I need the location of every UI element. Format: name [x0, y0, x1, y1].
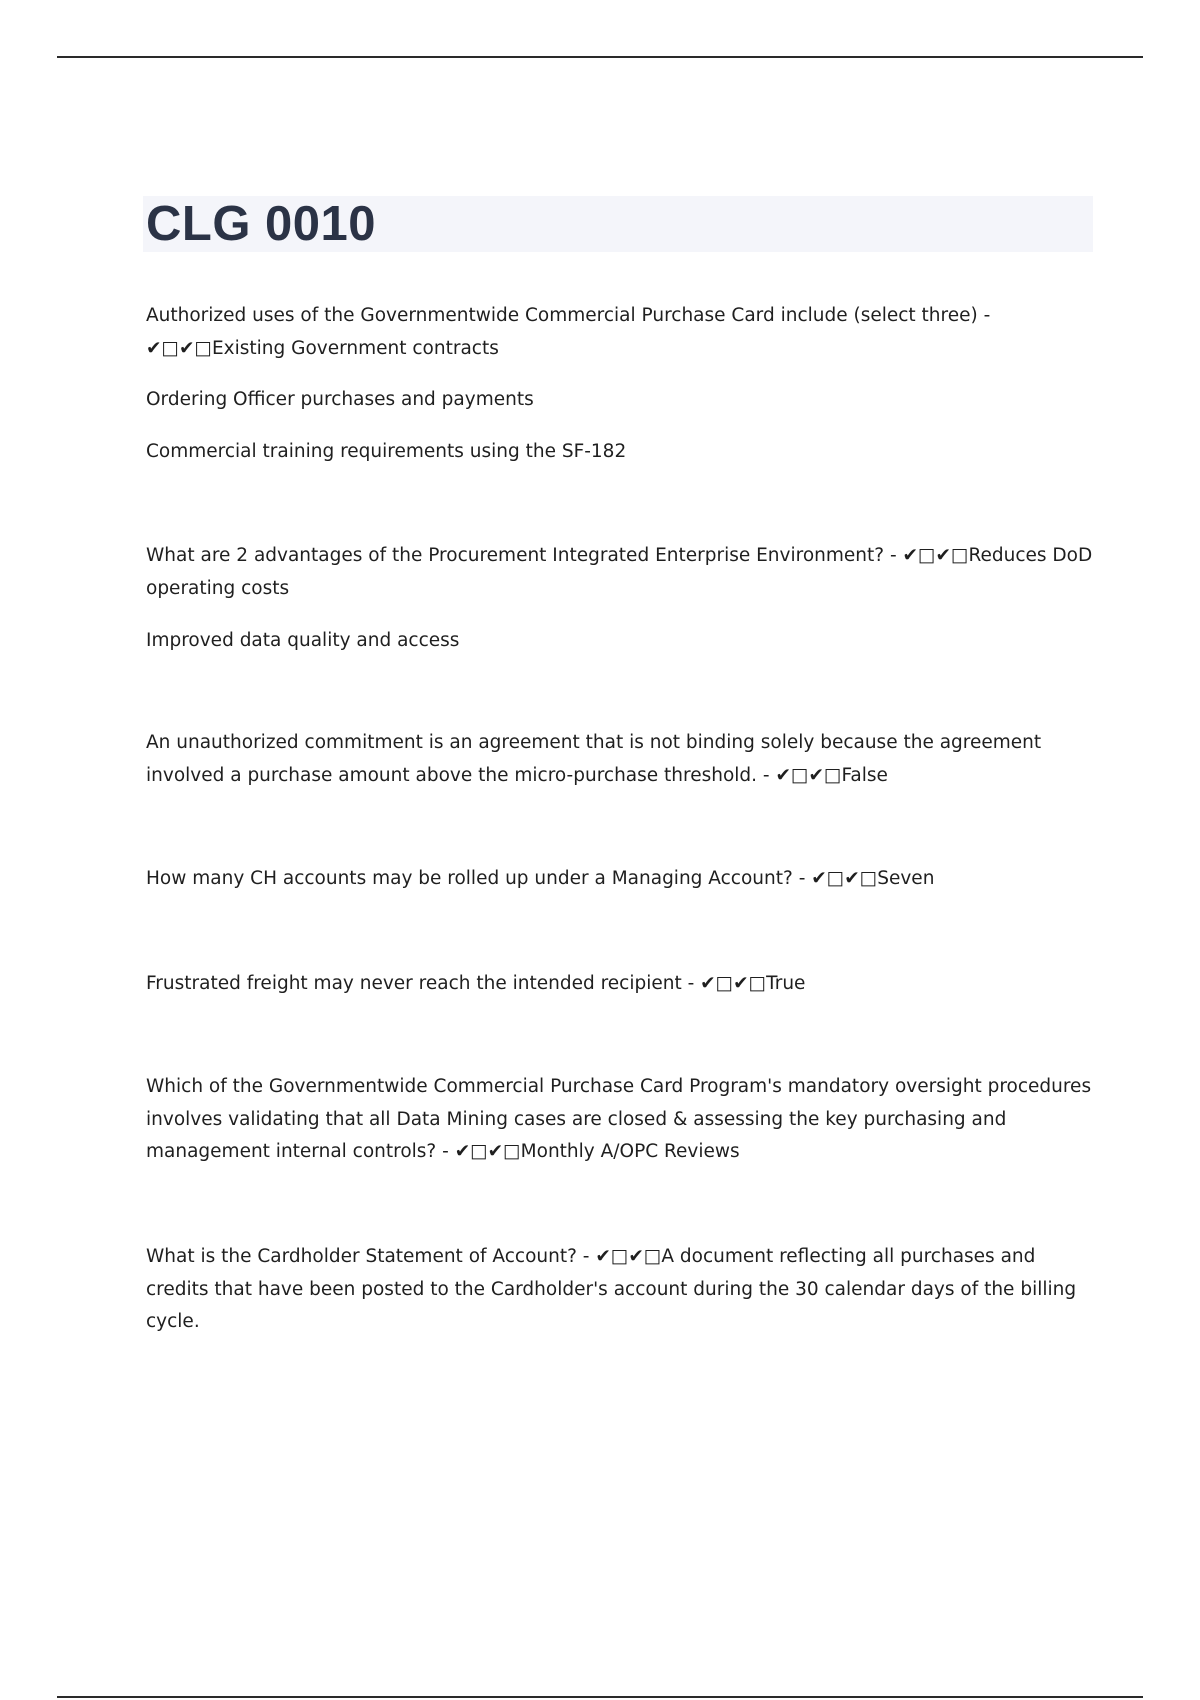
question-text: What are 2 advantages of the Procurement Integrated Enterprise Environment? -	[146, 545, 897, 566]
qa-item-4	[146, 863, 1096, 896]
answer-text: A document reflecting all purchases and credits that have been posted to the Cardholder's account during the 30 calendar days of the billing cycle.	[146, 1246, 1077, 1332]
answer-text: False	[841, 764, 888, 786]
answer-text: Seven	[877, 868, 935, 889]
bottom-rule	[57, 1696, 1143, 1698]
check-marker-icon: ✔□✔□	[775, 764, 842, 786]
check-marker-icon: ✔□✔□	[146, 337, 212, 359]
question-text: How many CH accounts may be rolled up under a Managing Account? -	[146, 868, 806, 889]
qa-item-6	[146, 1071, 1096, 1169]
question-text: Which of the Governmentwide Commercial Purchase Card Program's mandatory oversight procedures involves validating that all Data Mining cases are closed & assessing the key purchasing and management internal controls? -	[146, 1076, 1092, 1162]
qa-item-2	[146, 540, 1096, 605]
answer-text: True	[766, 973, 806, 994]
question-text: Authorized uses of the Governmentwide Commercial Purchase Card include (select three) -	[146, 305, 991, 326]
answer-text: Existing Government contracts	[211, 337, 499, 359]
answer-text: Monthly A/OPC Reviews	[520, 1141, 740, 1162]
qa-item-2-extra-1: Improved data quality and access	[146, 630, 460, 651]
question-text: What is the Cardholder Statement of Account? -	[146, 1246, 590, 1267]
answer-text: Reduces DoD operating costs	[146, 545, 1093, 599]
qa-item-7	[146, 1241, 1096, 1339]
qa-item-1-extra-2: Commercial training requirements using the SF-182	[146, 441, 627, 462]
qa-item-1	[146, 300, 1096, 365]
qa-item-1-extra-1: Ordering Officer purchases and payments	[146, 389, 534, 410]
check-marker-icon: ✔□✔□	[595, 1246, 662, 1267]
top-rule	[57, 56, 1143, 58]
question-text: An unauthorized commitment is an agreement that is not binding solely because the agreement involved a purchase amount above the micro-purchase threshold. -	[146, 732, 1042, 786]
check-marker-icon: ✔□✔□	[811, 868, 878, 889]
check-marker-icon: ✔□✔□	[700, 973, 767, 994]
qa-item-5	[146, 968, 1096, 1001]
document-title: CLG 0010	[146, 197, 377, 251]
qa-item-3	[146, 727, 1096, 792]
check-marker-icon: ✔□✔□	[902, 545, 969, 566]
check-marker-icon: ✔□✔□	[454, 1141, 521, 1162]
question-text: Frustrated freight may never reach the intended recipient -	[146, 973, 695, 994]
